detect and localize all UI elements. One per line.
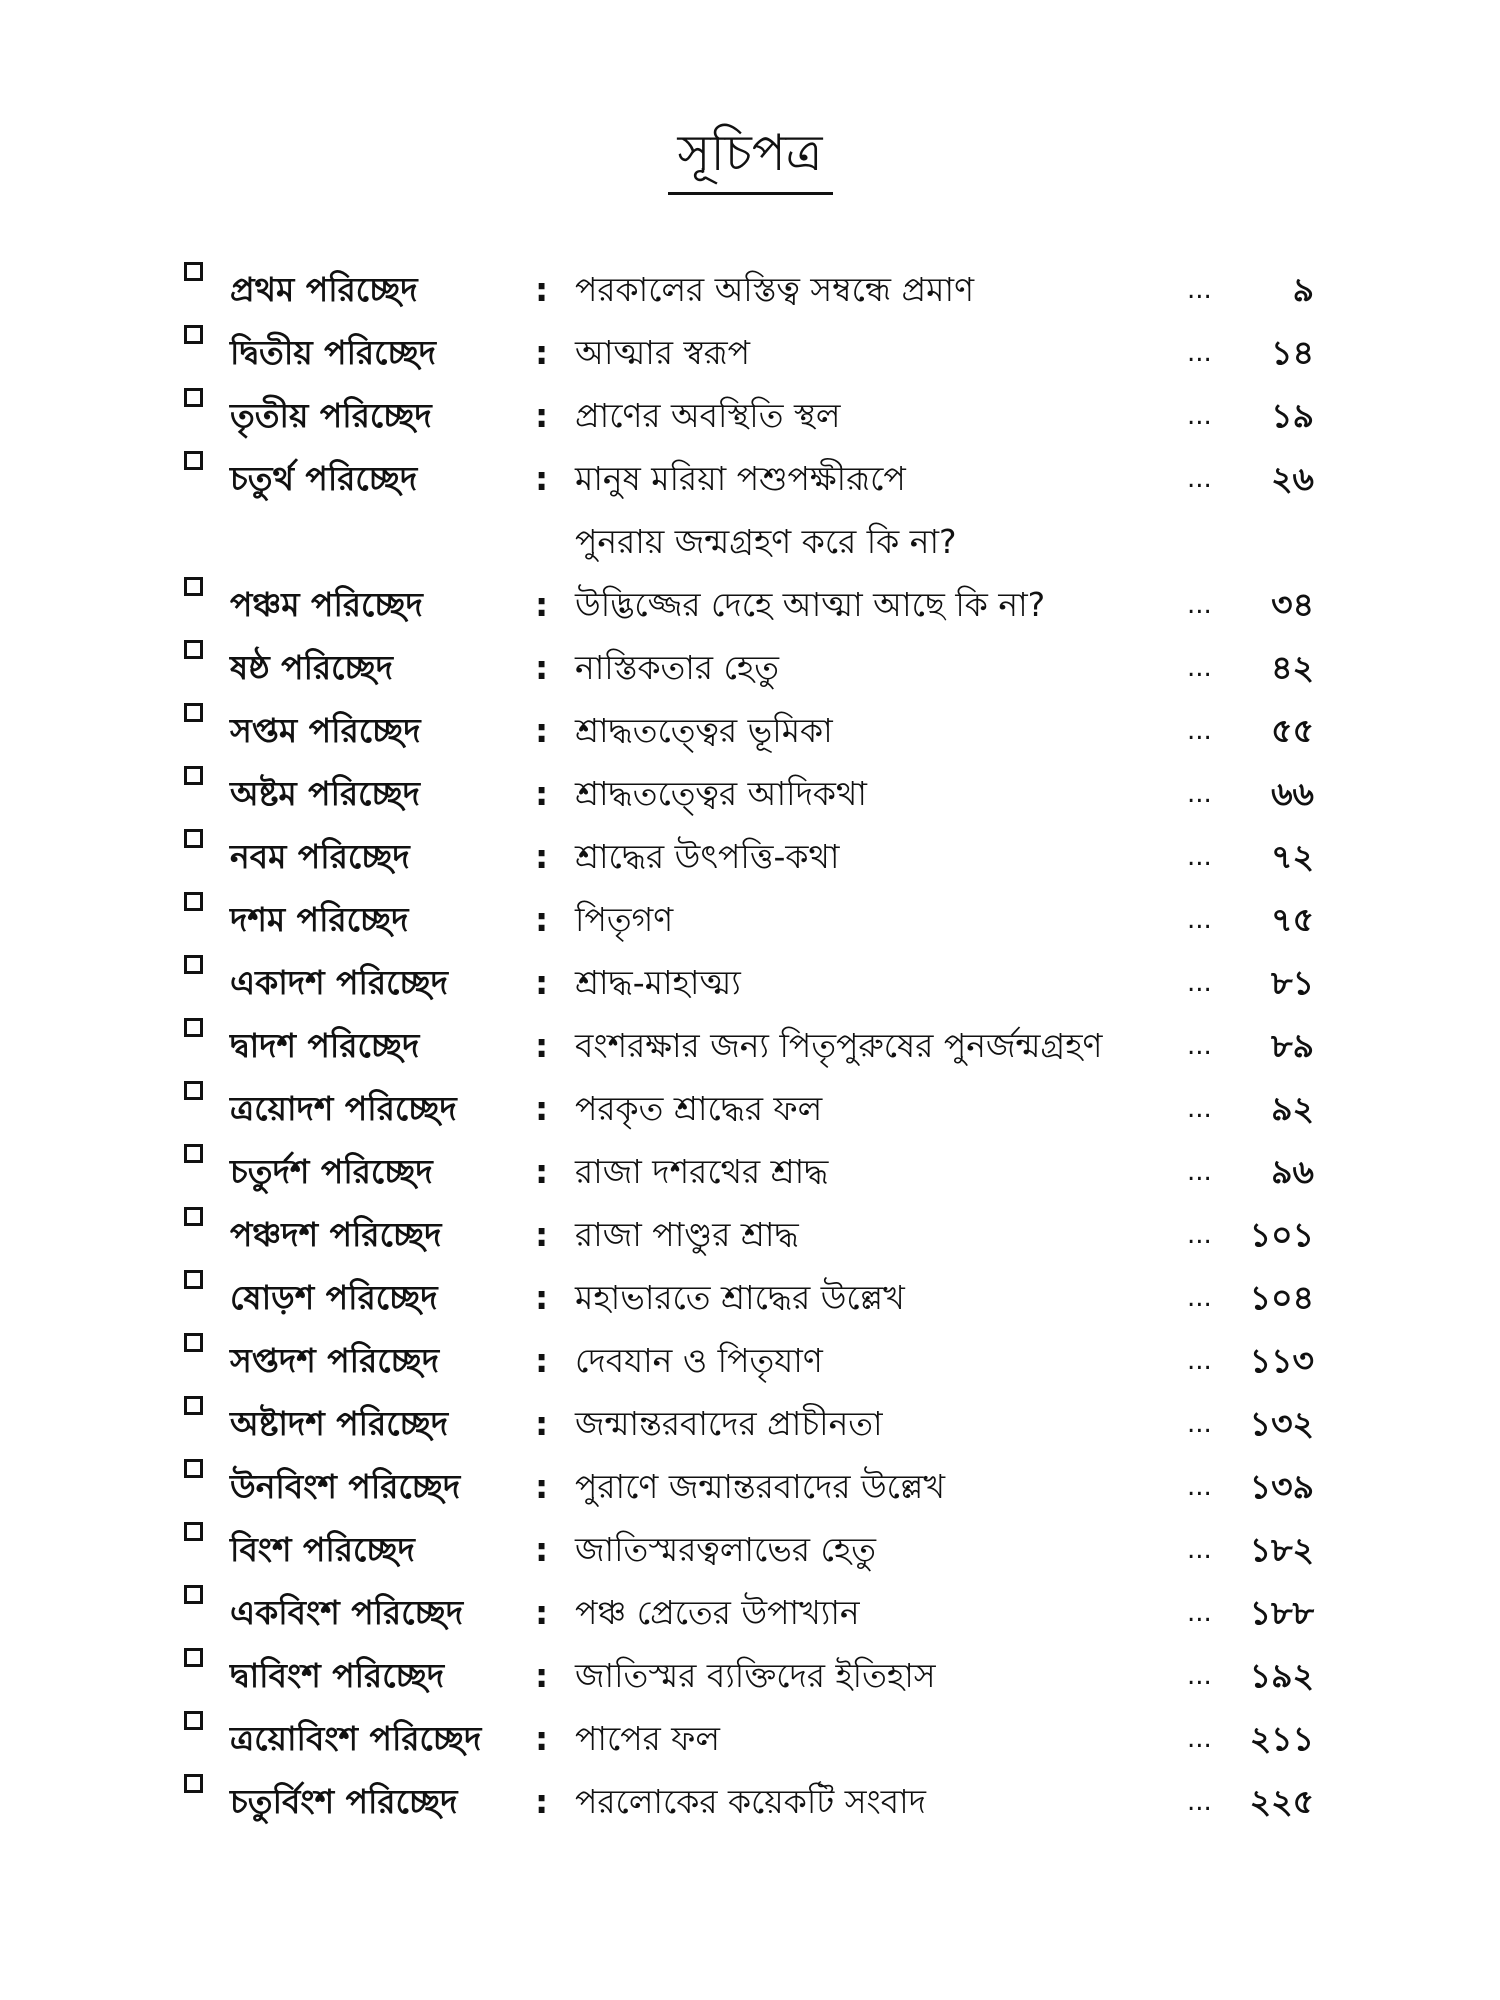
square-bullet-icon	[184, 1333, 203, 1352]
chapter-topic: জন্মান্তরবাদের প্রাচীনতা	[575, 1404, 883, 1443]
toc-row	[0, 577, 1500, 633]
page-number: ১০৪	[1249, 1278, 1314, 1317]
square-bullet-icon	[184, 766, 203, 785]
colon-separator: :	[535, 1152, 549, 1191]
toc-row	[0, 1711, 1500, 1767]
colon-separator: :	[535, 1656, 549, 1695]
square-bullet-icon	[184, 1522, 203, 1541]
colon-separator: :	[535, 585, 549, 624]
square-bullet-icon	[184, 892, 203, 911]
colon-separator: :	[535, 1278, 549, 1317]
chapter-topic: উদ্ভিজ্জের দেহে আত্মা আছে কি না?	[575, 585, 1046, 624]
toc-row-continuation	[0, 514, 1500, 570]
toc-row	[0, 829, 1500, 885]
dot-leader: ...	[1187, 1661, 1212, 1691]
colon-separator: :	[535, 837, 549, 876]
square-bullet-icon	[184, 703, 203, 722]
page-number: ৭৫	[1271, 900, 1314, 939]
square-bullet-icon	[184, 1018, 203, 1037]
page-number: ৯২	[1271, 1089, 1314, 1128]
toc-row	[0, 1144, 1500, 1200]
dot-leader: ...	[1187, 275, 1212, 305]
toc-row	[0, 1459, 1500, 1515]
colon-separator: :	[535, 1467, 549, 1506]
chapter-label: উনবিংশ পরিচ্ছেদ	[230, 1467, 461, 1506]
colon-separator: :	[535, 1341, 549, 1380]
toc-row	[0, 1333, 1500, 1389]
colon-separator: :	[535, 1593, 549, 1632]
chapter-topic: মহাভারতে শ্রাদ্ধের উল্লেখ	[575, 1278, 905, 1317]
page-number: ১১৩	[1249, 1341, 1314, 1380]
square-bullet-icon	[184, 451, 203, 470]
chapter-label: দ্বিতীয় পরিচ্ছেদ	[230, 333, 437, 372]
colon-separator: :	[535, 1782, 549, 1821]
colon-separator: :	[535, 1719, 549, 1758]
toc-row	[0, 955, 1500, 1011]
toc-row	[0, 388, 1500, 444]
chapter-label: পঞ্চম পরিচ্ছেদ	[230, 585, 423, 624]
dot-leader: ...	[1187, 1283, 1212, 1313]
chapter-topic: পঞ্চ প্রেতের উপাখ্যান	[575, 1593, 860, 1632]
page-title: সূচিপত্র	[668, 118, 833, 195]
chapter-label: তৃতীয় পরিচ্ছেদ	[230, 396, 432, 435]
colon-separator: :	[535, 1089, 549, 1128]
toc-row	[0, 1396, 1500, 1452]
dot-leader: ...	[1187, 905, 1212, 935]
colon-separator: :	[535, 1404, 549, 1443]
square-bullet-icon	[184, 829, 203, 848]
toc-row	[0, 1522, 1500, 1578]
square-bullet-icon	[184, 1585, 203, 1604]
chapter-label: নবম পরিচ্ছেদ	[230, 837, 410, 876]
page-number: ১০১	[1249, 1215, 1314, 1254]
chapter-label: বিংশ পরিচ্ছেদ	[230, 1530, 415, 1569]
dot-leader: ...	[1187, 1535, 1212, 1565]
dot-leader: ...	[1187, 590, 1212, 620]
page-number: ১৩২	[1249, 1404, 1314, 1443]
chapter-topic: শ্রাদ্ধ-মাহাত্ম্য	[575, 963, 741, 1002]
chapter-label: অষ্টম পরিচ্ছেদ	[230, 774, 421, 813]
colon-separator: :	[535, 1215, 549, 1254]
page-number: ১৯২	[1249, 1656, 1314, 1695]
square-bullet-icon	[184, 262, 203, 281]
toc-row	[0, 1774, 1500, 1830]
toc-row	[0, 325, 1500, 381]
chapter-label: ত্রয়োবিংশ পরিচ্ছেদ	[230, 1719, 482, 1758]
colon-separator: :	[535, 1530, 549, 1569]
dot-leader: ...	[1187, 842, 1212, 872]
chapter-label: অষ্টাদশ পরিচ্ছেদ	[230, 1404, 449, 1443]
chapter-topic: শ্রাদ্ধের উৎপত্তি-কথা	[575, 837, 840, 876]
dot-leader: ...	[1187, 1472, 1212, 1502]
chapter-label: সপ্তদশ পরিচ্ছেদ	[230, 1341, 440, 1380]
page-number: ২৬	[1271, 459, 1314, 498]
dot-leader: ...	[1187, 653, 1212, 683]
chapter-label: একাদশ পরিচ্ছেদ	[230, 963, 448, 1002]
square-bullet-icon	[184, 1207, 203, 1226]
chapter-label: একবিংশ পরিচ্ছেদ	[230, 1593, 464, 1632]
page-number: ১৮২	[1249, 1530, 1314, 1569]
colon-separator: :	[535, 711, 549, 750]
colon-separator: :	[535, 963, 549, 1002]
chapter-topic: পিতৃগণ	[575, 900, 674, 939]
dot-leader: ...	[1187, 338, 1212, 368]
toc-row	[0, 766, 1500, 822]
colon-separator: :	[535, 333, 549, 372]
page-number: ২১১	[1249, 1719, 1314, 1758]
chapter-topic: জাতিস্মরত্বলাভের হেতু	[575, 1530, 876, 1569]
page-number: ১৪	[1271, 333, 1314, 372]
page-number: ৫৫	[1271, 711, 1314, 750]
chapter-topic: পুনরায় জন্মগ্রহণ করে কি না?	[575, 522, 957, 561]
colon-separator: :	[535, 1026, 549, 1065]
chapter-label: ষষ্ঠ পরিচ্ছেদ	[230, 648, 394, 687]
dot-leader: ...	[1187, 1787, 1212, 1817]
dot-leader: ...	[1187, 464, 1212, 494]
square-bullet-icon	[184, 955, 203, 974]
chapter-label: চতুর্বিংশ পরিচ্ছেদ	[230, 1782, 458, 1821]
square-bullet-icon	[184, 1144, 203, 1163]
chapter-label: ত্রয়োদশ পরিচ্ছেদ	[230, 1089, 457, 1128]
toc-row	[0, 1270, 1500, 1326]
chapter-topic: জাতিস্মর ব্যক্তিদের ইতিহাস	[575, 1656, 936, 1695]
dot-leader: ...	[1187, 716, 1212, 746]
chapter-label: সপ্তম পরিচ্ছেদ	[230, 711, 421, 750]
square-bullet-icon	[184, 1081, 203, 1100]
toc-row	[0, 1081, 1500, 1137]
square-bullet-icon	[184, 1711, 203, 1730]
toc-row	[0, 451, 1500, 507]
chapter-label: দশম পরিচ্ছেদ	[230, 900, 409, 939]
page-number: ১৩৯	[1249, 1467, 1314, 1506]
page-title-wrap	[0, 118, 1500, 195]
chapter-topic: শ্রাদ্ধতত্ত্বের ভূমিকা	[575, 711, 833, 750]
colon-separator: :	[535, 648, 549, 687]
chapter-topic: দেবযান ও পিতৃযাণ	[575, 1341, 823, 1380]
page-number: ৪২	[1271, 648, 1314, 687]
page-number: ৯৬	[1271, 1152, 1314, 1191]
dot-leader: ...	[1187, 1094, 1212, 1124]
chapter-label: চতুর্দশ পরিচ্ছেদ	[230, 1152, 433, 1191]
colon-separator: :	[535, 774, 549, 813]
dot-leader: ...	[1187, 1598, 1212, 1628]
page-number: ৮১	[1271, 963, 1314, 1002]
chapter-label: চতুর্থ পরিচ্ছেদ	[230, 459, 418, 498]
toc-row	[0, 1648, 1500, 1704]
chapter-topic: পাপের ফল	[575, 1719, 720, 1758]
dot-leader: ...	[1187, 1346, 1212, 1376]
dot-leader: ...	[1187, 968, 1212, 998]
chapter-topic: রাজা পাণ্ডুর শ্রাদ্ধ	[575, 1215, 799, 1254]
chapter-topic: বংশরক্ষার জন্য পিতৃপুরুষের পুনর্জন্মগ্রহণ	[575, 1026, 1103, 1065]
dot-leader: ...	[1187, 1724, 1212, 1754]
dot-leader: ...	[1187, 1031, 1212, 1061]
square-bullet-icon	[184, 325, 203, 344]
square-bullet-icon	[184, 1270, 203, 1289]
square-bullet-icon	[184, 1396, 203, 1415]
toc-row	[0, 1018, 1500, 1074]
square-bullet-icon	[184, 577, 203, 596]
square-bullet-icon	[184, 388, 203, 407]
square-bullet-icon	[184, 1648, 203, 1667]
chapter-topic: পরকালের অস্তিত্ব সম্বন্ধে প্রমাণ	[575, 270, 975, 309]
dot-leader: ...	[1187, 1157, 1212, 1187]
colon-separator: :	[535, 900, 549, 939]
dot-leader: ...	[1187, 401, 1212, 431]
chapter-label: প্রথম পরিচ্ছেদ	[230, 270, 418, 309]
square-bullet-icon	[184, 1774, 203, 1793]
chapter-topic: মানুষ মরিয়া পশুপক্ষীরূপে	[575, 459, 906, 498]
colon-separator: :	[535, 459, 549, 498]
chapter-topic: আত্মার স্বরূপ	[575, 333, 751, 372]
chapter-topic: প্রাণের অবস্থিতি স্থল	[575, 396, 841, 435]
chapter-label: দ্বাবিংশ পরিচ্ছেদ	[230, 1656, 445, 1695]
dot-leader: ...	[1187, 1220, 1212, 1250]
dot-leader: ...	[1187, 1409, 1212, 1439]
chapter-topic: পরকৃত শ্রাদ্ধের ফল	[575, 1089, 823, 1128]
chapter-label: দ্বাদশ পরিচ্ছেদ	[230, 1026, 420, 1065]
page-number: ৩৪	[1271, 585, 1314, 624]
chapter-topic: রাজা দশরথের শ্রাদ্ধ	[575, 1152, 829, 1191]
chapter-topic: পুরাণে জন্মান্তরবাদের উল্লেখ	[575, 1467, 946, 1506]
chapter-label: পঞ্চদশ পরিচ্ছেদ	[230, 1215, 442, 1254]
dot-leader: ...	[1187, 779, 1212, 809]
toc-row	[0, 703, 1500, 759]
page-number: ৭২	[1271, 837, 1314, 876]
chapter-topic: শ্রাদ্ধতত্ত্বের আদিকথা	[575, 774, 867, 813]
toc-row	[0, 1585, 1500, 1641]
toc-row	[0, 1207, 1500, 1263]
toc-row	[0, 262, 1500, 318]
page-number: ৮৯	[1271, 1026, 1314, 1065]
colon-separator: :	[535, 396, 549, 435]
square-bullet-icon	[184, 640, 203, 659]
page-number: ২২৫	[1249, 1782, 1314, 1821]
square-bullet-icon	[184, 1459, 203, 1478]
chapter-label: ষোড়শ পরিচ্ছেদ	[230, 1278, 438, 1317]
toc-row	[0, 640, 1500, 696]
chapter-topic: পরলোকের কয়েকটি সংবাদ	[575, 1782, 927, 1821]
colon-separator: :	[535, 270, 549, 309]
chapter-topic: নাস্তিকতার হেতু	[575, 648, 779, 687]
page-number: ৬৬	[1271, 774, 1314, 813]
page-number: ১৯	[1271, 396, 1314, 435]
toc-row	[0, 892, 1500, 948]
page-number: ৯	[1292, 270, 1314, 309]
page-number: ১৮৮	[1249, 1593, 1314, 1632]
